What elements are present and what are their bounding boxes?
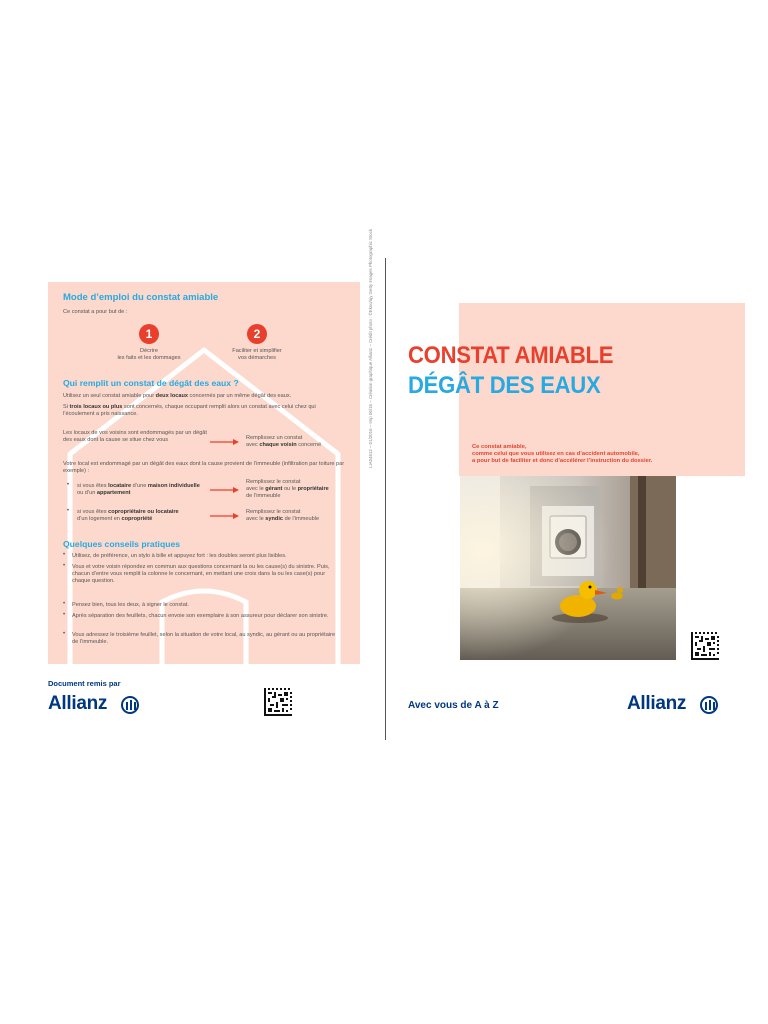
case-2-bullet-2: si vous êtes copropriétaire ou locataire d’un logement en copropriété	[77, 509, 179, 523]
allianz-logo-text: Allianz	[48, 693, 108, 714]
bullet-dot: •	[63, 631, 66, 637]
case-1-action: Remplissez un constat avec chaque voisin concerné	[246, 435, 322, 449]
bullet-dot: •	[63, 612, 66, 618]
tip-item: Utilisez, de préférence, un stylo à bille et appuyez fort : les doubles seront plus lisibles.	[72, 553, 287, 559]
who-para-2: Si trois locaux ou plus sont concernés, chaque occupant remplit alors un constat avec celui chez qui l’écoulement a pris naissance.	[63, 404, 316, 418]
section-tips-title: Quelques conseils pratiques	[63, 539, 181, 549]
case-2-bullet-1-action: Remplissez le constat avec le gérant ou le propriétaire de l’immeuble	[246, 479, 329, 500]
arrow-right-icon	[210, 513, 240, 519]
step-2-text: Faciliter et simplifier vos démarches	[232, 348, 282, 362]
fold-line	[385, 258, 386, 740]
who-para-1: Utilisez un seul constat amiable pour deux locaux concernés par un même dégât des eaux.	[63, 393, 292, 399]
datamatrix-code-icon	[691, 632, 719, 660]
arrow-right-icon	[210, 487, 240, 493]
case-2-bullet-1: si vous êtes locataire d’une maison individuelle ou d’un appartement	[77, 483, 200, 497]
cover-title-line-1: CONSTAT AMIABLE	[408, 342, 614, 369]
bullet-dot: •	[63, 552, 66, 558]
bullet-dot: •	[63, 563, 66, 569]
case-1-text: Les locaux de vos voisins sont endommagés par un dégât des eaux dont la cause se situe chez vous	[63, 430, 207, 444]
bullet-dot: •	[63, 601, 66, 607]
step-2-badge: 2	[247, 324, 267, 344]
legal-vertical-note: LIA04512 – 01/2016 – Imp 06/16 – Création graphique Allianz – Crédit photo : ©Ekso/ajy Getty Images Photographic Stock	[368, 228, 373, 468]
allianz-logo-text: Allianz	[627, 693, 687, 714]
allianz-logo-icon	[700, 696, 718, 714]
section-who-title: Qui remplit un constat de dégât des eaux ?	[63, 378, 239, 388]
step-1-text: Décrire les faits et les dommages	[117, 348, 181, 362]
tip-item: Vous adressez le troisième feuillet, selon la situation de votre local, au syndic, au gérant ou au propriétaire de l’immeuble.	[72, 632, 336, 646]
cover-title-line-2: DÉGÂT DES EAUX	[408, 372, 601, 399]
intro-text: Ce constat a pour but de :	[63, 309, 128, 315]
arrow-right-icon	[210, 439, 240, 445]
allianz-logo-icon	[121, 696, 139, 714]
flooded-room-photo	[460, 476, 676, 660]
remis-label: Document remis par	[48, 679, 121, 688]
bullet-dot: •	[67, 482, 70, 488]
cover-tagline: Ce constat amiable, comme celui que vous utilisez en cas d’accident automobile, a pour but de faciliter et donc d’accélérer l’instruction du dossier.	[472, 444, 653, 464]
instructions-panel	[48, 282, 360, 664]
cover-slogan: Avec vous de A à Z	[408, 700, 499, 711]
instructions-title: Mode d’emploi du constat amiable	[63, 292, 219, 303]
tip-item: Après séparation des feuillets, chacun envoie son exemplaire à son assureur pour déclarer son sinistre.	[72, 613, 329, 619]
datamatrix-code-icon	[264, 688, 292, 716]
tip-item: Vous et votre voisin répondez en commun aux questions concernant la ou les cause(s) du sinistre. Puis, chacun d’entre vous remplit la colonne le concernant, en mettant une croix dans la ou les case(s) pour chaque question.	[72, 564, 330, 585]
case-2-bullet-2-action: Remplissez le constat avec le syndic de l’immeuble	[246, 509, 320, 523]
tip-item: Pensez bien, tous les deux, à signer le constat.	[72, 602, 189, 608]
case-2-text: Votre local est endommagé par un dégât des eaux dont la cause provient de l’immeuble (infiltration par toiture par exemple) :	[63, 461, 345, 475]
step-1-badge: 1	[139, 324, 159, 344]
bullet-dot: •	[67, 508, 70, 514]
